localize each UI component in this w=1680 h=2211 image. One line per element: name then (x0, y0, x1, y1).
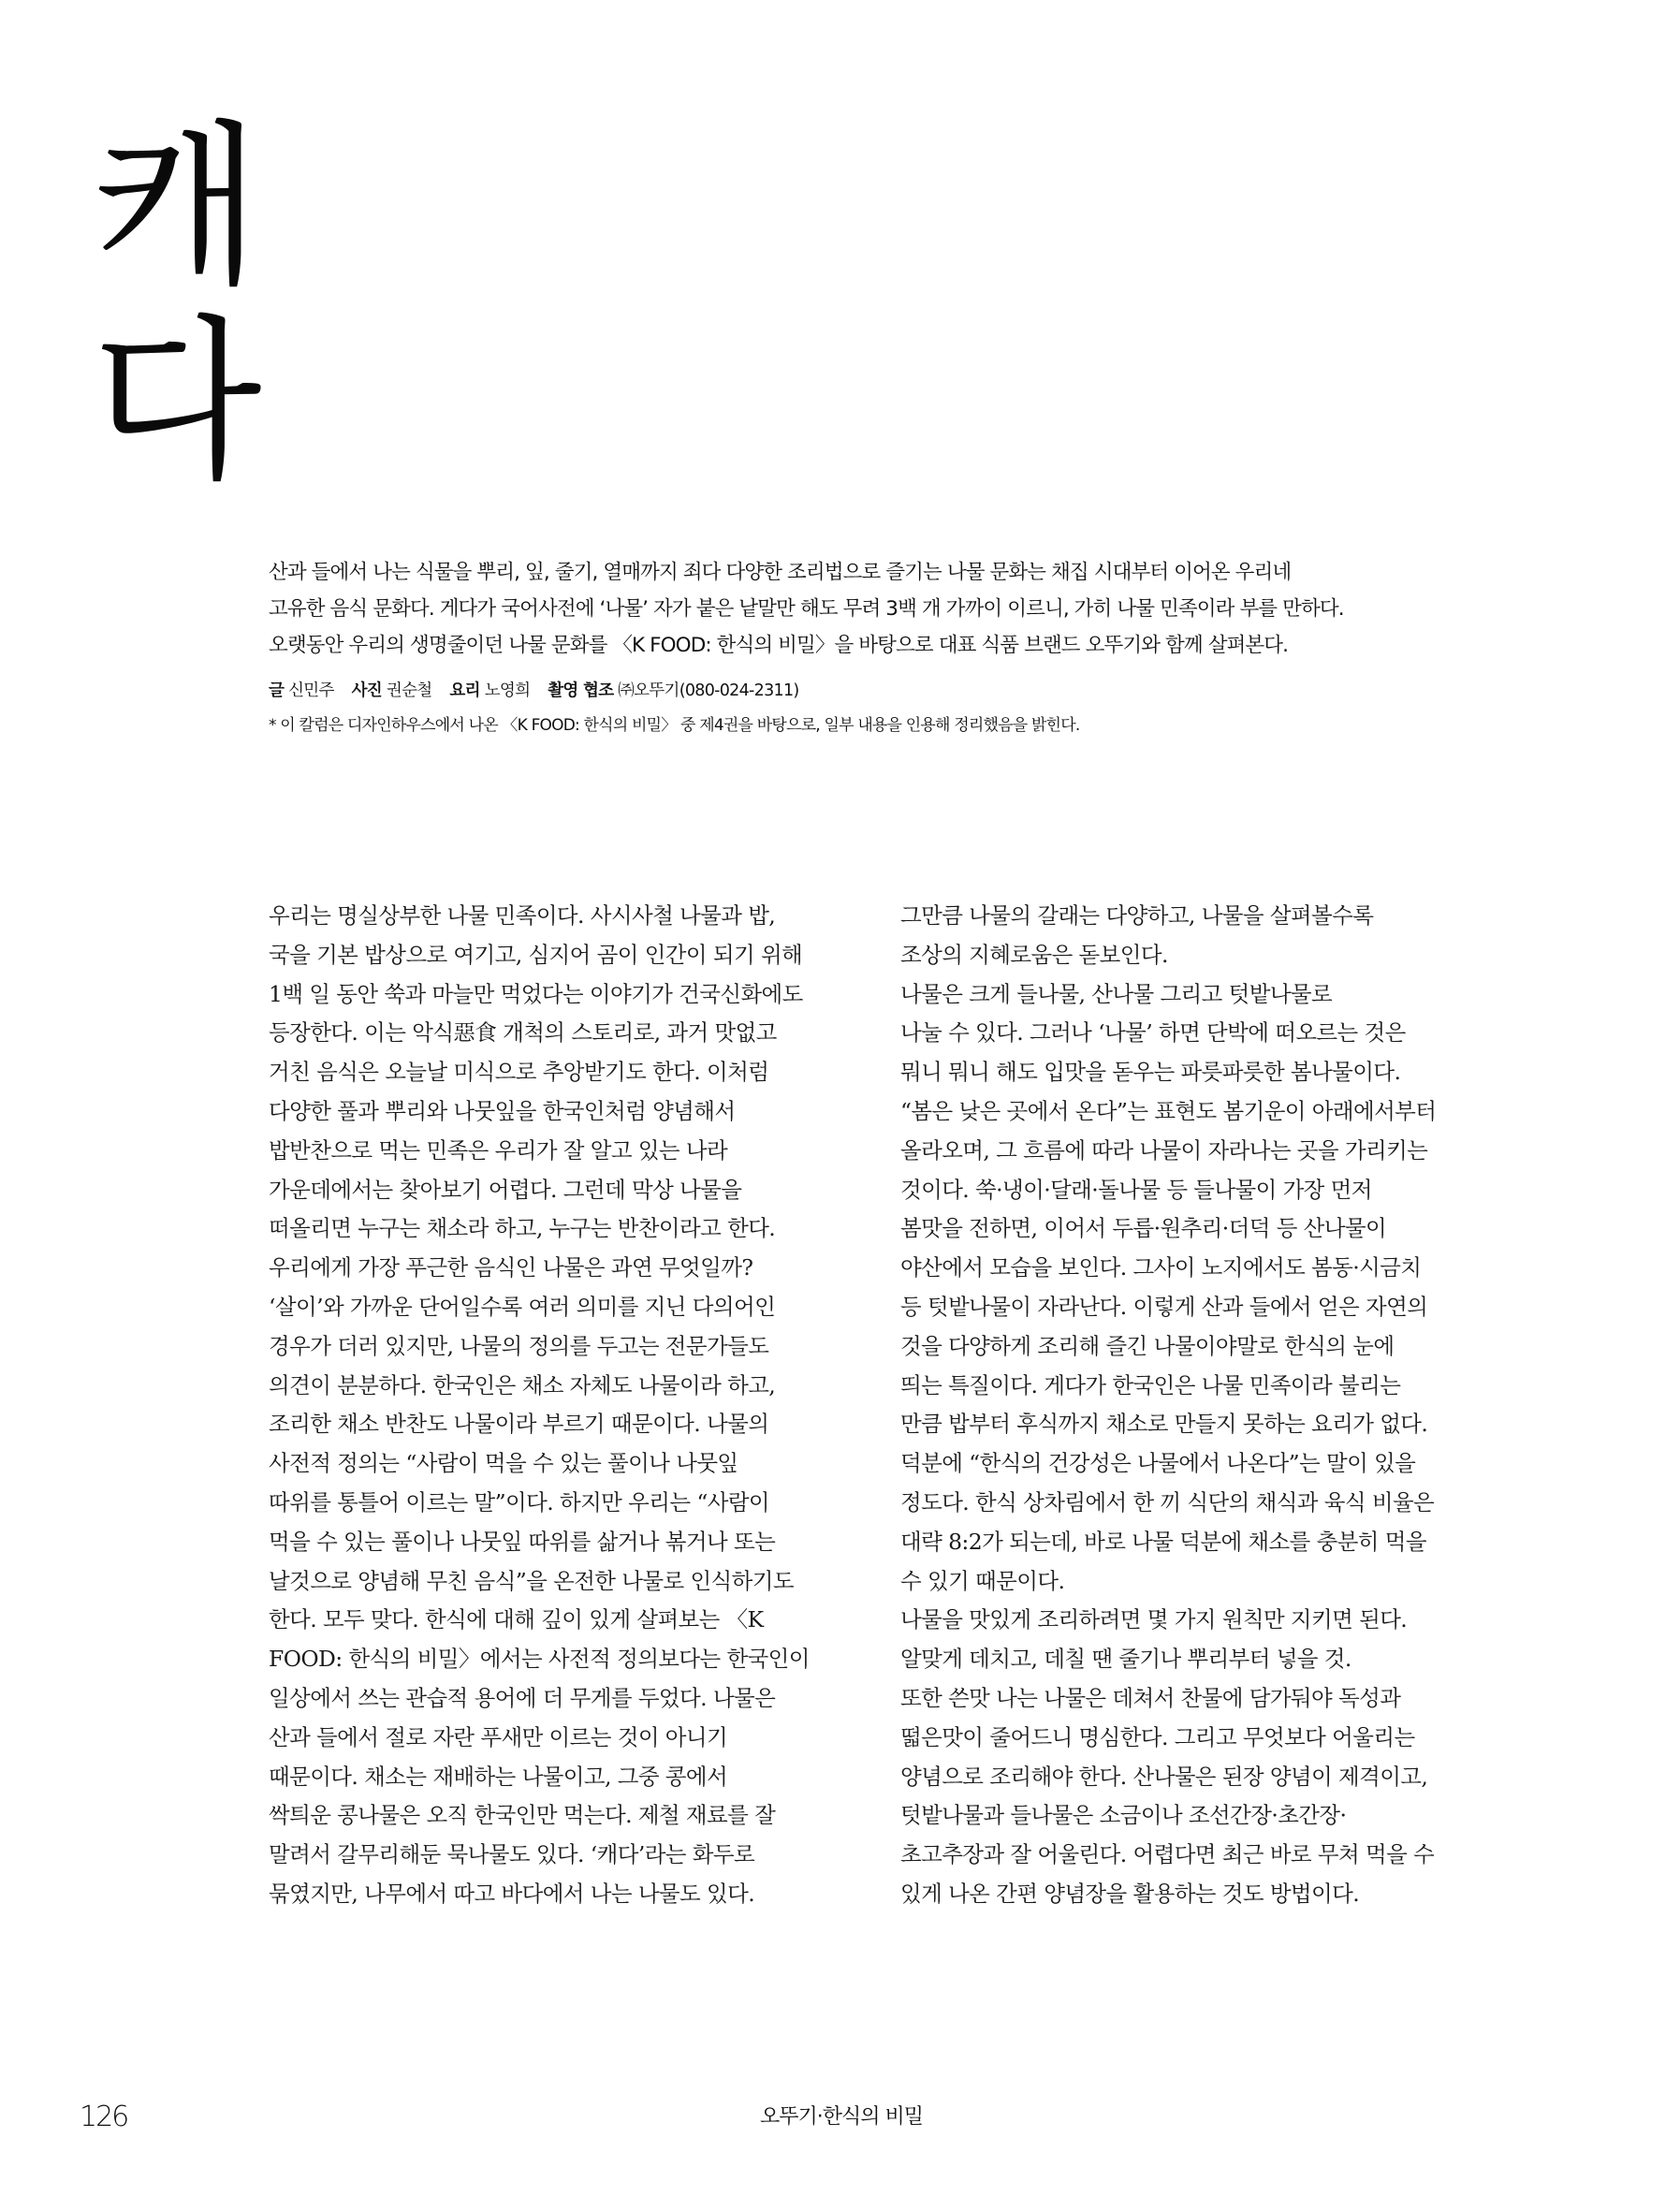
body-line: 먹을 수 있는 풀이나 나뭇잎 따위를 삶거나 볶거나 또는 (269, 1528, 776, 1555)
body-line: 한다. 모두 맞다. 한식에 대해 깊이 있게 살펴보는 〈K (269, 1606, 764, 1633)
body-line: 의견이 분분하다. 한국인은 채소 자체도 나물이라 하고, (269, 1371, 776, 1398)
body-line: 일상에서 쓰는 관습적 용어에 더 무게를 두었다. 나물은 (269, 1684, 776, 1711)
body-column-right (900, 897, 1490, 1914)
body-line: 초고추장과 잘 어울린다. 어렵다면 최근 바로 무쳐 먹을 수 (900, 1841, 1435, 1868)
page-number: 126 (80, 2101, 128, 2133)
body-line: 가운데에서는 찾아보기 어렵다. 그런데 막상 나물을 (269, 1176, 742, 1203)
intro-lead (269, 554, 1504, 664)
body-line: 봄맛을 전하면, 이어서 두릅·원추리·더덕 등 산나물이 (900, 1215, 1387, 1242)
body-line: 사전적 정의는 “사람이 먹을 수 있는 풀이나 나뭇잎 (269, 1450, 738, 1477)
body-line: “봄은 낮은 곳에서 온다”는 표현도 봄기운이 아래에서부터 (900, 1097, 1437, 1124)
body-line: 조상의 지혜로움은 돋보인다. (900, 941, 1168, 968)
title-char-1: 캐 (92, 105, 262, 310)
body-line: 텃밭나물과 들나물은 소금이나 조선간장·초간장· (900, 1802, 1347, 1829)
body-line: 조리한 채소 반찬도 나물이라 부르기 때문이다. 나물의 (269, 1411, 769, 1438)
body-line: 거친 음식은 오늘날 미식으로 추앙받기도 한다. 이처럼 (269, 1059, 769, 1086)
credits-line (269, 676, 799, 706)
body-line: 수 있기 때문이다. (900, 1567, 1065, 1594)
intro-line: 오랫동안 우리의 생명줄이던 나물 문화를 〈K FOOD: 한식의 비밀〉을 바탕으로 대표 식품 브랜드 오뚜기와 함께 살펴본다. (269, 634, 1289, 657)
cook-name: 노영희 (484, 681, 531, 700)
body-line: 양념으로 조리해야 한다. 산나물은 된장 양념이 제격이고, (900, 1763, 1428, 1790)
body-line: 띄는 특질이다. 게다가 한국인은 나물 민족이라 불리는 (900, 1371, 1401, 1398)
intro-line: 산과 들에서 나는 식물을 뿌리, 잎, 줄기, 열매까지 죄다 다양한 조리법으로 즐기는 나물 문화는 채집 시대부터 이어온 우리네 (269, 561, 1292, 584)
body-line: 그만큼 나물의 갈래는 다양하고, 나물을 살펴볼수록 (900, 902, 1374, 929)
writer-label: 글 (269, 681, 285, 700)
body-line: 뭐니 뭐니 해도 입맛을 돋우는 파릇파릇한 봄나물이다. (900, 1059, 1401, 1086)
body-line: 등장한다. 이는 악식惡食 개척의 스토리로, 과거 맛없고 (269, 1019, 777, 1047)
body-line: 다양한 풀과 뿌리와 나뭇잎을 한국인처럼 양념해서 (269, 1097, 736, 1124)
support-name: ㈜오뚜기(080-024-2311) (618, 681, 799, 700)
intro-line: 고유한 음식 문화다. 게다가 국어사전에 ‘나물’ 자가 붙은 낱말만 해도 무려 3백 개 가까이 이르니, 가히 나물 민족이라 부를 만하다. (269, 597, 1344, 621)
body-line: 나물을 맛있게 조리하려면 몇 가지 원칙만 지키면 된다. (900, 1606, 1408, 1633)
cook-label: 요리 (449, 681, 480, 700)
body-line: 만큼 밥부터 후식까지 채소로 만들지 못하는 요리가 없다. (900, 1411, 1428, 1438)
body-line: 따위를 통틀어 이르는 말”이다. 하지만 우리는 “사람이 (269, 1488, 770, 1515)
body-line: 때문이다. 채소는 재배하는 나물이고, 그중 콩에서 (269, 1763, 728, 1790)
body-line: 또한 쓴맛 나는 나물은 데쳐서 찬물에 담가둬야 독성과 (900, 1684, 1401, 1711)
body-line: 올라오며, 그 흐름에 따라 나물이 자라나는 곳을 가리키는 (900, 1136, 1428, 1164)
running-title: 오뚜기·한식의 비밀 (759, 2105, 923, 2129)
body-line: 대략 8:2가 되는데, 바로 나물 덕분에 채소를 충분히 먹을 (900, 1528, 1426, 1555)
body-line: 떫은맛이 줄어드니 명심한다. 그리고 무엇보다 어울리는 (900, 1723, 1415, 1750)
body-line: FOOD: 한식의 비밀〉에서는 사전적 정의보다는 한국인이 (269, 1646, 810, 1673)
body-line: 나눌 수 있다. 그러나 ‘나물’ 하면 단박에 떠오르는 것은 (900, 1019, 1406, 1047)
body-column-left (269, 897, 840, 1914)
body-line: 정도다. 한식 상차림에서 한 끼 식단의 채식과 육식 비율은 (900, 1488, 1435, 1515)
body-line: 야산에서 모습을 보인다. 그사이 노지에서도 봄동·시금치 (900, 1254, 1422, 1281)
body-line: 말려서 갈무리해둔 묵나물도 있다. ‘캐다’라는 화두로 (269, 1841, 755, 1868)
body-line: 나물은 크게 들나물, 산나물 그리고 텃밭나물로 (900, 980, 1333, 1007)
body-line: 등 텃밭나물이 자라난다. 이렇게 산과 들에서 얻은 자연의 (900, 1293, 1428, 1320)
photo-label: 사진 (351, 681, 383, 700)
body-line: 있게 나온 간편 양념장을 활용하는 것도 방법이다. (900, 1880, 1360, 1907)
source-note: * 이 칼럼은 디자인하우스에서 나온 〈K FOOD: 한식의 비밀〉 중 제4권을 바탕으로, 일부 내용을 인용해 정리했음을 밝힌다. (269, 716, 1080, 735)
body-line: 것이다. 쑥·냉이·달래·돌나물 등 들나물이 가장 먼저 (900, 1176, 1372, 1203)
body-line: 떠올리면 누구는 채소라 하고, 누구는 반찬이라고 한다. (269, 1215, 776, 1242)
body-line: 덕분에 “한식의 건강성은 나물에서 나온다”는 말이 있을 (900, 1450, 1416, 1477)
body-line: 밥반찬으로 먹는 민족은 우리가 잘 알고 있는 나라 (269, 1136, 728, 1164)
body-line: 우리에게 가장 푸근한 음식인 나물은 과연 무엇일까? (269, 1254, 753, 1281)
article-title (92, 105, 262, 505)
body-line: 날것으로 양념해 무친 음식”을 온전한 나물로 인식하기도 (269, 1567, 794, 1594)
body-line: 묶였지만, 나무에서 따고 바다에서 나는 나물도 있다. (269, 1880, 755, 1907)
body-line: 국을 기본 밥상으로 여기고, 심지어 곰이 인간이 되기 위해 (269, 941, 803, 968)
body-line: 1백 일 동안 쑥과 마늘만 먹었다는 이야기가 건국신화에도 (269, 980, 803, 1007)
photo-name: 권순철 (386, 681, 432, 700)
support-label: 촬영 협조 (548, 681, 614, 700)
title-char-2: 다 (92, 300, 262, 505)
writer-name: 신민주 (288, 681, 334, 700)
body-line: ‘살이’와 가까운 단어일수록 여러 의미를 지닌 다의어인 (269, 1293, 776, 1320)
body-line: 싹틔운 콩나물은 오직 한국인만 먹는다. 제철 재료를 잘 (269, 1802, 776, 1829)
body-line: 경우가 더러 있지만, 나물의 정의를 두고는 전문가들도 (269, 1332, 769, 1359)
body-line: 산과 들에서 절로 자란 푸새만 이르는 것이 아니기 (269, 1723, 728, 1750)
body-line: 것을 다양하게 조리해 즐긴 나물이야말로 한식의 눈에 (900, 1332, 1395, 1359)
body-line: 우리는 명실상부한 나물 민족이다. 사시사철 나물과 밥, (269, 902, 776, 929)
body-line: 알맞게 데치고, 데칠 땐 줄기나 뿌리부터 넣을 것. (900, 1646, 1351, 1673)
